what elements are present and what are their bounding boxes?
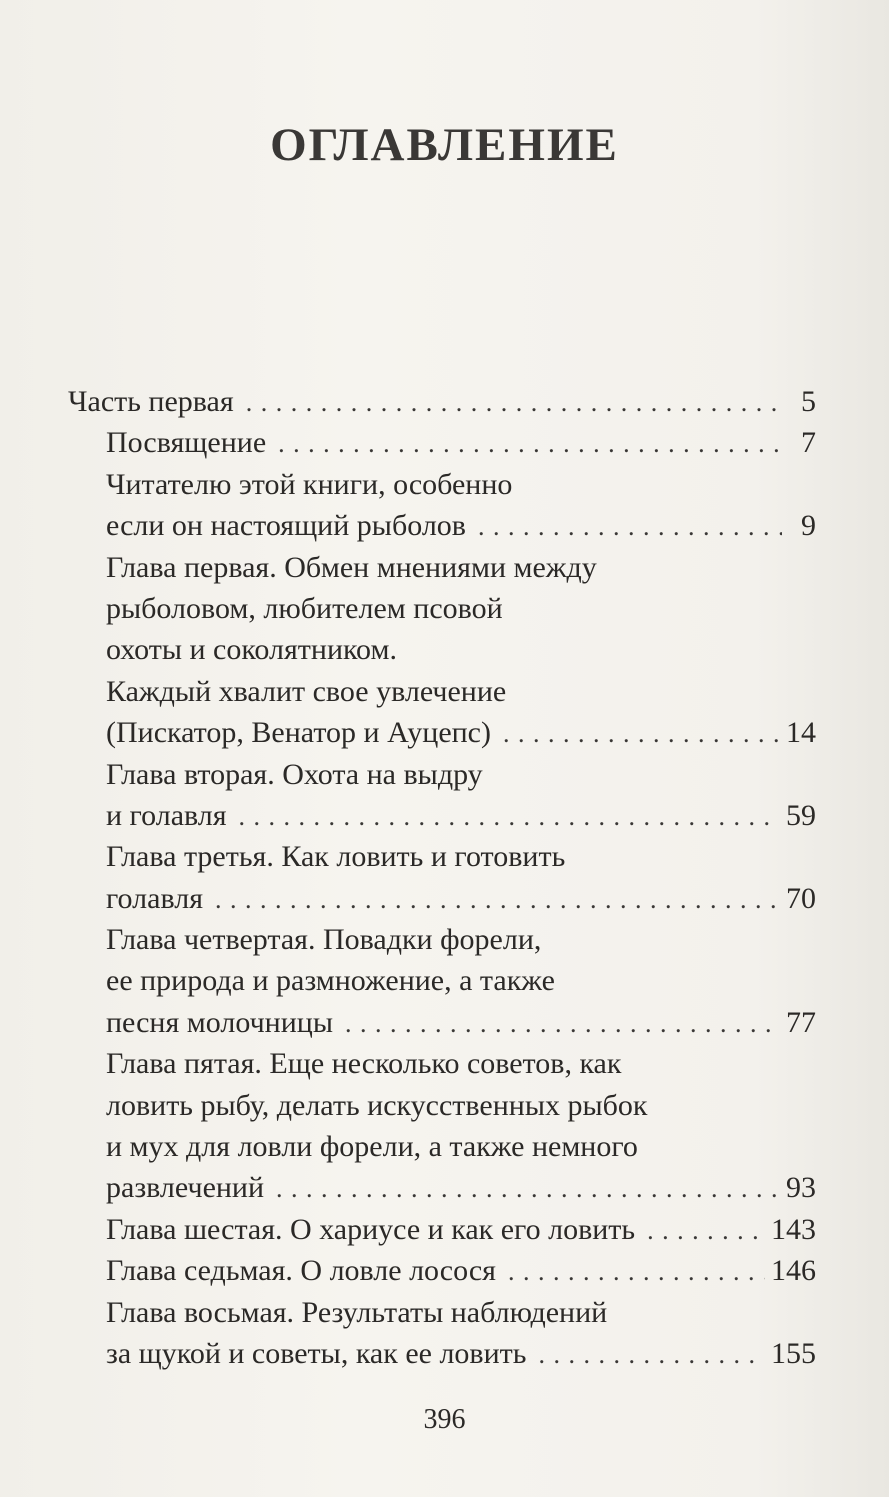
toc-entry bbox=[68, 1209, 816, 1250]
toc-entry-text: Глава первая. Обмен мнениями между bbox=[106, 550, 597, 584]
toc-entry-text: Глава пятая. Еще несколько советов, как bbox=[106, 1047, 622, 1081]
toc-entry bbox=[68, 547, 816, 754]
toc-entry-line bbox=[106, 422, 816, 463]
toc-page-number: 93 bbox=[786, 1171, 816, 1205]
toc-entry-line bbox=[106, 464, 816, 505]
page-title: ОГЛАВЛЕНИЕ bbox=[270, 119, 619, 171]
toc-entry-line bbox=[106, 1333, 816, 1374]
dot-leader bbox=[345, 1003, 780, 1044]
toc-entry-text: песня молочницы bbox=[106, 1005, 333, 1039]
toc-entry bbox=[68, 1292, 816, 1375]
toc-entry-text: Часть первая bbox=[68, 385, 234, 418]
dot-leader bbox=[239, 796, 780, 837]
toc-entry-line bbox=[106, 1126, 816, 1167]
toc-entry-text: и мух для ловли форели, а также немного bbox=[106, 1130, 638, 1164]
toc-page-number: 9 bbox=[801, 509, 816, 543]
dot-leader bbox=[647, 1210, 765, 1251]
toc-entry-text: Глава восьмая. Результаты наблюдений bbox=[106, 1295, 608, 1329]
toc-entry-line bbox=[106, 754, 816, 795]
dot-leader bbox=[246, 382, 782, 423]
toc-page-number: 155 bbox=[771, 1336, 816, 1370]
toc-page-number: 77 bbox=[786, 1005, 816, 1039]
toc-entry-line bbox=[106, 671, 816, 712]
toc-page-number: 7 bbox=[801, 426, 816, 460]
toc-entry-text: Глава седьмая. О ловле лосося bbox=[106, 1254, 496, 1288]
toc-entry-line bbox=[106, 960, 816, 1001]
toc-entry-text: охоты и соколятником. bbox=[106, 633, 397, 667]
dot-leader bbox=[508, 1251, 765, 1292]
toc-entry-text: (Пискатор, Венатор и Ауцепс) bbox=[106, 716, 491, 750]
toc-entry bbox=[68, 836, 816, 919]
toc-entry-line bbox=[106, 1250, 816, 1291]
dot-leader bbox=[276, 1168, 780, 1209]
toc-entry-line bbox=[106, 505, 816, 546]
toc-entry bbox=[68, 1043, 816, 1209]
dot-leader bbox=[215, 879, 780, 920]
toc-entry-text: Каждый хвалит свое увлечение bbox=[106, 674, 507, 708]
toc-entry-text: голавля bbox=[106, 881, 203, 915]
toc-entry-text: Глава четвертая. Повадки форели, bbox=[106, 923, 542, 957]
toc-entry-line bbox=[106, 1085, 816, 1126]
toc-entry-text: ловить рыбу, делать искусственных рыбок bbox=[106, 1088, 648, 1122]
toc-page-number: 14 bbox=[786, 716, 816, 750]
toc-entry-text: за щукой и советы, как ее ловить bbox=[106, 1336, 527, 1370]
toc-entry-text: и голавля bbox=[106, 798, 227, 832]
toc-entry bbox=[68, 381, 816, 422]
toc-entry bbox=[68, 1250, 816, 1291]
toc-page-number: 70 bbox=[786, 881, 816, 915]
toc-entry-line bbox=[106, 836, 816, 877]
toc-entry-text: рыболовом, любителем псовой bbox=[106, 591, 503, 625]
toc-entry-line bbox=[106, 547, 816, 588]
toc-entry bbox=[68, 464, 816, 547]
toc-entry-text: Читателю этой книги, особенно bbox=[106, 467, 513, 501]
dot-leader bbox=[538, 1334, 765, 1375]
toc-entry bbox=[68, 422, 816, 463]
toc-entry-line bbox=[106, 878, 816, 919]
toc-entry-line bbox=[106, 1043, 816, 1084]
toc-entry-line bbox=[106, 588, 816, 629]
toc-entry-text: Посвящение bbox=[106, 426, 267, 460]
dot-leader bbox=[278, 423, 782, 464]
toc-entry-line bbox=[106, 1292, 816, 1333]
dot-leader bbox=[503, 713, 780, 754]
toc-entry-text: Глава вторая. Охота на выдру bbox=[106, 757, 483, 791]
toc-page-number: 143 bbox=[771, 1212, 816, 1246]
toc-entry-text: ее природа и размножение, а также bbox=[106, 964, 555, 998]
toc-entry-text: Глава третья. Как ловить и готовить bbox=[106, 840, 566, 874]
toc-entry-line bbox=[68, 381, 816, 422]
toc-entry-text: Глава шестая. О хариусе и как его ловить bbox=[106, 1212, 636, 1246]
toc-page-number: 5 bbox=[801, 385, 816, 418]
toc-entry-text: развлечений bbox=[106, 1171, 265, 1205]
toc-page-number: 146 bbox=[771, 1254, 816, 1288]
toc-entry bbox=[68, 919, 816, 1043]
toc-entry-line bbox=[106, 1167, 816, 1208]
toc-entry-line bbox=[106, 1209, 816, 1250]
toc-entry-line bbox=[106, 629, 816, 670]
dot-leader bbox=[478, 506, 782, 547]
table-of-contents bbox=[68, 381, 816, 1374]
toc-entry bbox=[68, 754, 816, 837]
toc-entry-line bbox=[106, 712, 816, 753]
toc-entry-line bbox=[106, 919, 816, 960]
toc-page-number: 59 bbox=[786, 798, 816, 832]
toc-entry-text: если он настоящий рыболов bbox=[106, 509, 466, 543]
toc-entry-line bbox=[106, 795, 816, 836]
page-number: 396 bbox=[423, 1404, 466, 1435]
toc-entry-line bbox=[106, 1002, 816, 1043]
